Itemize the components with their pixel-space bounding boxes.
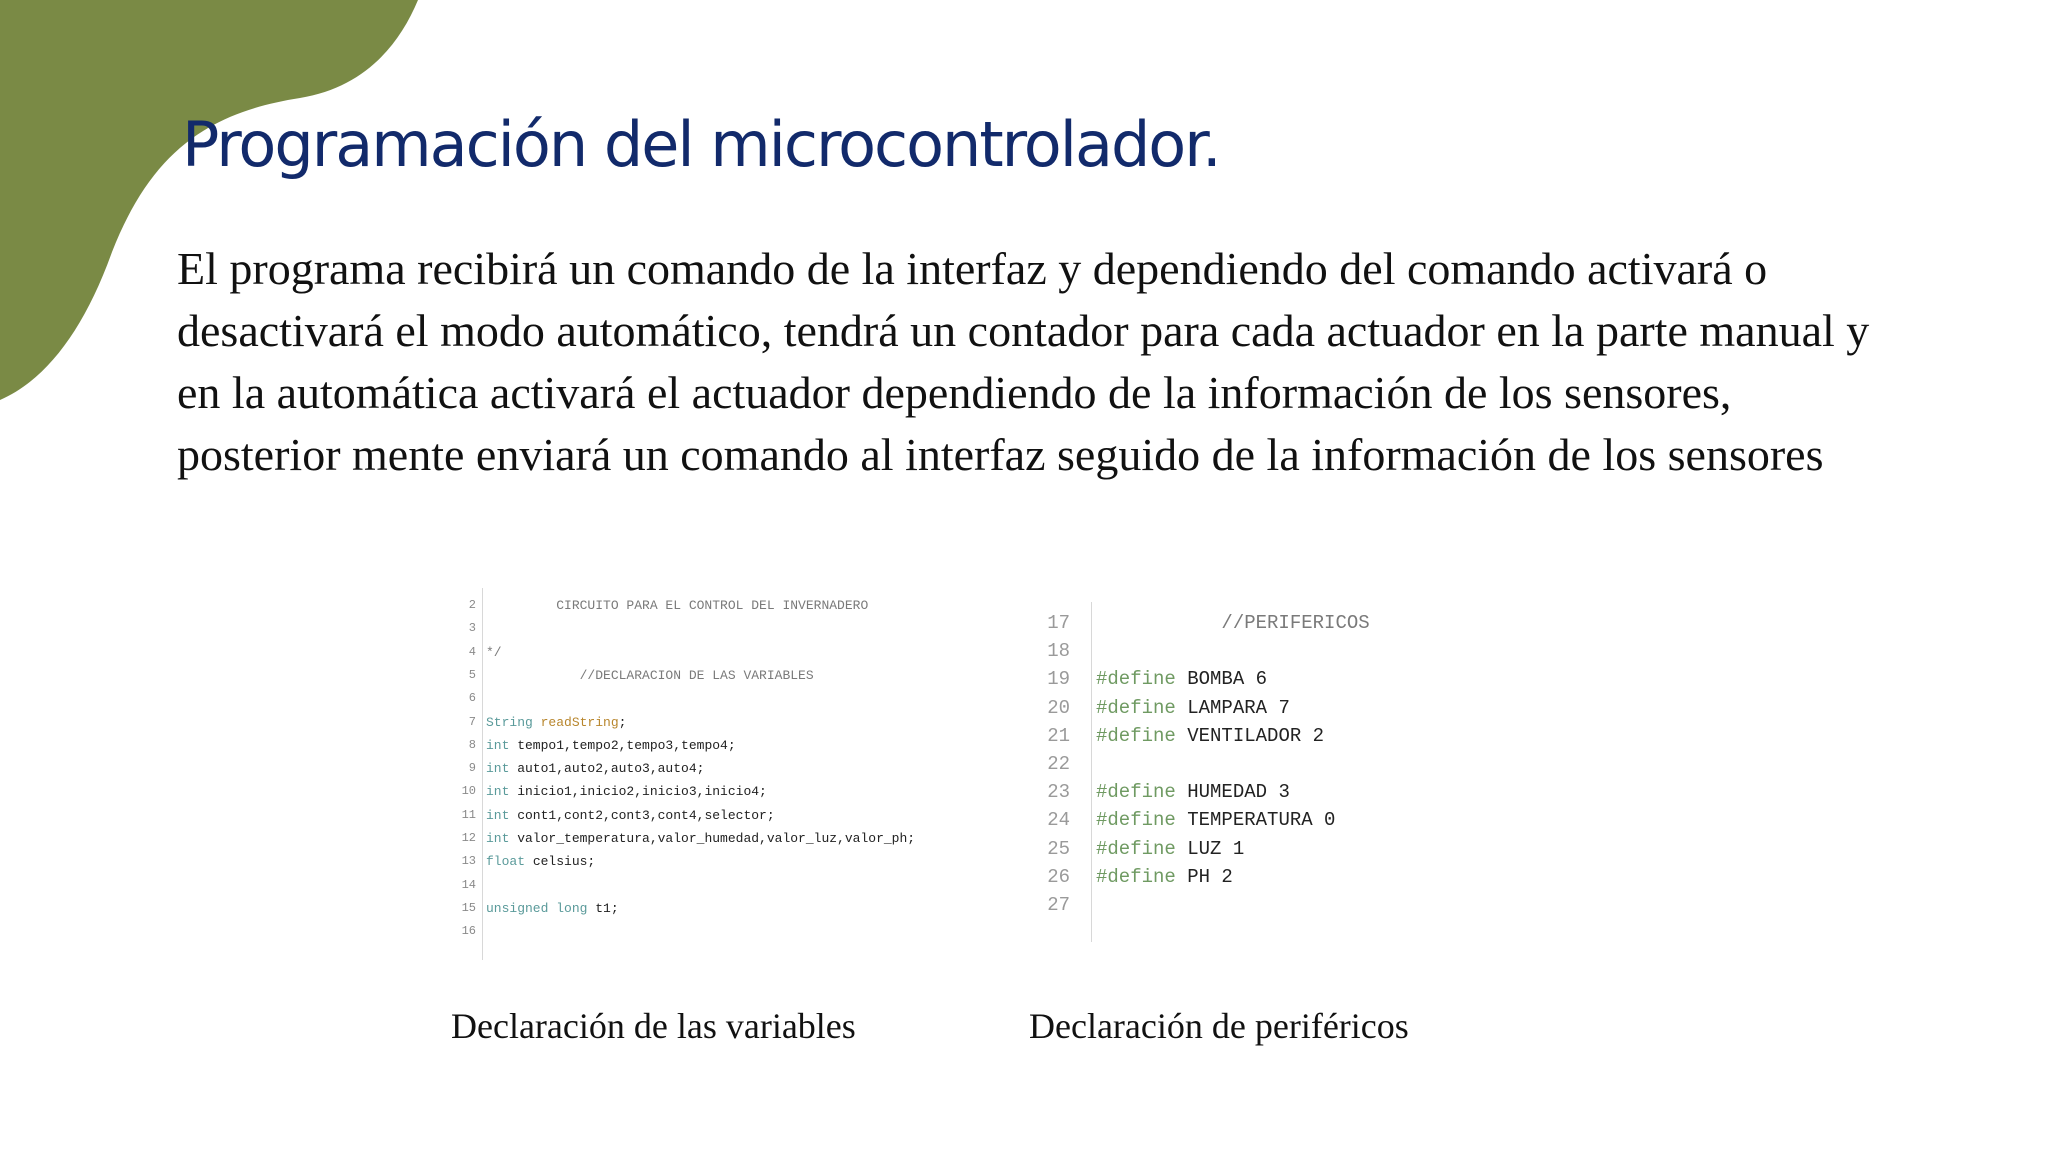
- code-line: float celsius;: [486, 854, 596, 870]
- code-line: #define LUZ 1: [1096, 837, 1245, 860]
- code-line-number: 20: [1047, 696, 1070, 719]
- code-line: #define HUMEDAD 3: [1096, 781, 1290, 804]
- code-line-number: 5: [468, 667, 476, 682]
- code-line: */: [486, 644, 502, 660]
- code-line-number: 9: [468, 761, 476, 776]
- code-line: #define VENTILADOR 2: [1096, 724, 1325, 747]
- code-line-number: 12: [461, 831, 476, 845]
- code-line-number: 18: [1047, 640, 1070, 663]
- code-line-number: 22: [1047, 753, 1070, 775]
- code-line-number: 25: [1047, 837, 1070, 860]
- code-line: #define PH 2: [1096, 865, 1233, 888]
- code-line: int valor_temperatura,valor_humedad,valor_luz,valor_ph;: [486, 831, 916, 846]
- code-line: String readString;: [486, 714, 627, 730]
- code-line: unsigned long t1;: [486, 900, 619, 916]
- code-line-number: 8: [468, 737, 476, 752]
- slide-title: Programación del microcontrolador.: [182, 108, 1220, 181]
- code-line: #define LAMPARA 7: [1096, 696, 1290, 719]
- code-gutter-divider: [1091, 602, 1092, 942]
- code-line-number: 16: [461, 924, 476, 939]
- code-line: //PERIFERICOS: [1096, 612, 1370, 634]
- code-line-number: 21: [1047, 724, 1070, 747]
- code-line: int inicio1,inicio2,inicio3,inicio4;: [486, 784, 767, 800]
- code-line-number: 26: [1047, 865, 1070, 888]
- code-screenshot-peripherals: [1040, 612, 1460, 942]
- code-line: int auto1,auto2,auto3,auto4;: [486, 761, 705, 777]
- code-line: CIRCUITO PARA EL CONTROL DEL INVERNADERO: [486, 598, 869, 613]
- code-line-number: 4: [468, 644, 476, 659]
- code-line-number: 14: [461, 877, 476, 892]
- code-line-number: 27: [1047, 894, 1070, 916]
- code-line: #define BOMBA 6: [1096, 668, 1268, 691]
- code-line-number: 7: [468, 714, 476, 729]
- code-line: #define TEMPERATURA 0: [1096, 809, 1336, 832]
- code-gutter-divider: [482, 588, 483, 960]
- code-line-number: 6: [468, 691, 476, 706]
- code-line: //DECLARACION DE LAS VARIABLES: [486, 667, 814, 683]
- code-line: int tempo1,tempo2,tempo3,tempo4;: [486, 737, 736, 753]
- code-line: int cont1,cont2,cont3,cont4,selector;: [486, 807, 775, 823]
- code-line-number: 2: [468, 598, 476, 612]
- code-line-number: 17: [1047, 612, 1070, 634]
- code-line-number: 3: [468, 621, 476, 636]
- code-line-number: 13: [461, 854, 476, 869]
- caption-peripherals: Declaración de periféricos: [1029, 1006, 1409, 1046]
- code-line-number: 11: [461, 807, 476, 822]
- code-line-number: 19: [1047, 668, 1070, 691]
- code-screenshot-variables: [448, 598, 968, 960]
- code-line-number: 10: [461, 784, 476, 799]
- code-line-number: 15: [461, 900, 476, 915]
- slide-body-text: El programa recibirá un comando de la interfaz y dependiendo del comando activará o desactivará el modo automático, tendrá un contador para cada actuador en la parte manual y en la automática activará el actuador dependiendo de la información de los sensores, posterior mente enviará un comando al interfaz seguido de la información de los sensores: [177, 243, 1870, 480]
- code-line-number: 23: [1047, 781, 1070, 804]
- code-line-number: 24: [1047, 809, 1070, 832]
- caption-variables: Declaración de las variables: [451, 1006, 856, 1046]
